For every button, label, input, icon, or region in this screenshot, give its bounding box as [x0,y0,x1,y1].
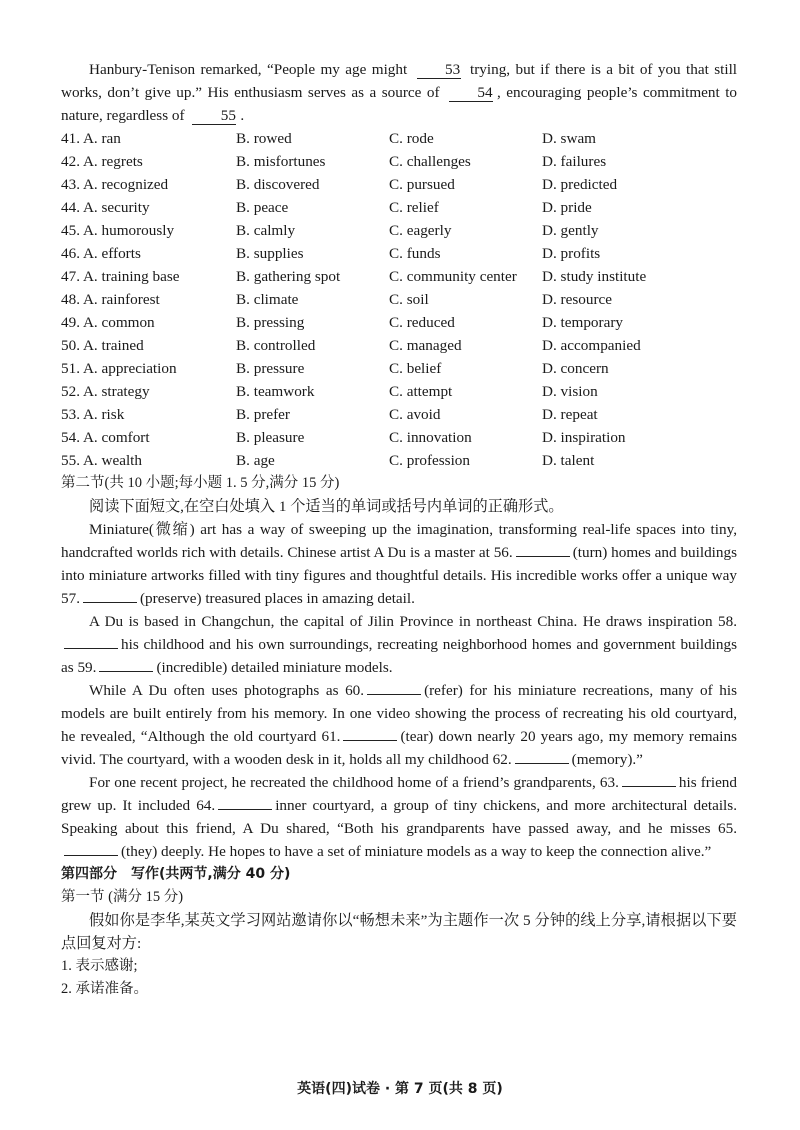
option-b: B. climate [236,291,299,308]
blank-65 [64,841,118,856]
option-c: C. challenges [389,153,471,170]
grammar-paragraph-3 [61,679,737,771]
passage-text: trying, but if there is a bit of you that still works, don’t give up.” His enthusiasm serves as a source of [61,61,738,101]
blank-63 [622,772,676,787]
option-a: 45. A. humorously [61,222,175,239]
writing-point-2: 2. 承诺准备。 [61,981,148,997]
option-b: B. rowed [236,130,292,147]
option-a: 46. A. efforts [61,245,141,262]
blank-58 [64,634,118,649]
option-c: C. managed [389,337,462,354]
section2-heading: 第二节(共 10 小题;每小题 1. 5 分,满分 15 分) [61,475,340,491]
passage-text: inner courtyard, a group of tiny chickens, and more architectural details. Speaking about this friend, A Du shared, “Both his grandparents have passed away, and he misses 65. [61,797,737,837]
passage-text: . [240,107,245,124]
option-d: D. accompanied [542,337,641,354]
option-b: B. pressing [236,314,305,331]
grammar-paragraph-1 [61,518,737,610]
passage-text: While A Du often uses photographs as 60. [89,682,365,699]
option-d: D. repeat [542,406,598,423]
option-row-49 [61,311,737,334]
blank-61 [343,726,397,741]
blank-59 [99,657,153,672]
option-a: 53. A. risk [61,406,125,423]
option-b: B. prefer [236,406,290,423]
option-b: B. controlled [236,337,316,354]
option-row-54 [61,426,737,449]
option-b: B. supplies [236,245,304,262]
option-a: 41. A. ran [61,130,121,147]
section2-instruction: 阅读下面短文,在空白处填入 1 个适当的单词或括号内单词的正确形式。 [89,498,564,515]
option-b: B. pleasure [236,429,305,446]
option-c: C. soil [389,291,429,308]
option-a: 52. A. strategy [61,383,150,400]
option-d: D. gently [542,222,599,239]
exam-page [61,58,737,1001]
option-d: D. predicted [542,176,618,193]
option-c: C. community center [389,268,517,285]
option-a: 50. A. trained [61,337,144,354]
passage-text: his childhood and his own surroundings, recreating neighborhood homes and government buildings as 59. [61,636,737,676]
option-d: D. pride [542,199,592,216]
option-a: 55. A. wealth [61,452,142,469]
option-b: B. pressure [236,360,305,377]
option-d: D. failures [542,153,607,170]
option-d: D. inspiration [542,429,626,446]
option-c: C. eagerly [389,222,452,239]
option-row-55 [61,449,737,472]
options-list [61,127,737,472]
option-b: B. misfortunes [236,153,326,170]
option-b: B. peace [236,199,289,216]
passage-text: (they) deeply. He hopes to have a set of miniature models as a way to keep the connection alive.” [121,843,712,860]
option-row-42 [61,150,737,173]
grammar-paragraph-2 [61,610,737,679]
passage-text: , encouraging people’s commitment to nature, regardless of [61,84,738,124]
option-c: C. innovation [389,429,472,446]
passage-text: (preserve) treasured places in amazing detail. [139,590,415,607]
passage-text: (refer) for his miniature recreations, many of his models are built entirely from his memory. In one video showing the process of recreating his old courtyard, he revealed, “Although the old courtyard 61. [61,682,738,745]
passage-text: (memory).” [571,751,643,768]
option-c: C. attempt [389,383,453,400]
option-d: D. resource [542,291,612,308]
option-a: 48. A. rainforest [61,291,160,308]
page-footer: 英语(四)试卷 · 第 7 页(共 8 页) [297,1081,503,1097]
option-c: C. avoid [389,406,441,423]
grammar-paragraph-4 [61,771,737,863]
passage-ending [61,58,737,127]
option-b: B. calmly [236,222,296,239]
option-row-46 [61,242,737,265]
option-row-44 [61,196,737,219]
passage-text: Miniature(微缩) art has a way of sweeping up the imagination, transforming real-life spaces into tiny, handcrafted worlds rich with details. Chinese artist A Du is a master at 56. [61,521,737,561]
option-row-52 [61,380,737,403]
option-d: D. swam [542,130,596,147]
option-b: B. age [236,452,275,469]
option-row-43 [61,173,737,196]
option-c: C. pursued [389,176,455,193]
option-row-53 [61,403,737,426]
option-c: C. rode [389,130,434,147]
option-row-48 [61,288,737,311]
option-d: D. temporary [542,314,623,331]
option-b: B. teamwork [236,383,315,400]
blank-57 [83,588,137,603]
option-d: D. vision [542,383,598,400]
option-a: 44. A. security [61,199,150,216]
passage-text: A Du is based in Changchun, the capital of Jilin Province in northeast China. He draws inspiration 58. [89,613,737,630]
option-a: 47. A. training base [61,268,180,285]
option-a: 42. A. regrets [61,153,143,170]
option-row-51 [61,357,737,380]
option-row-50 [61,334,737,357]
option-d: D. concern [542,360,609,377]
option-a: 49. A. common [61,314,155,331]
option-d: D. talent [542,452,595,469]
passage-text: Hanbury-Tenison remarked, “People my age might [89,61,408,78]
option-d: D. study institute [542,268,647,285]
blank-53: 53 [417,61,461,79]
blank-60 [367,680,421,695]
passage-text: (turn) homes and buildings into miniature artworks filled with tiny figures and thoughtful details. His incredible works offer a unique way 57. [61,544,737,607]
blank-55: 55 [192,107,236,125]
passage-text: For one recent project, he recreated the childhood home of a friend’s grandparents, 63. [89,774,619,791]
option-a: 51. A. appreciation [61,360,177,377]
option-c: C. belief [389,360,442,377]
option-c: C. relief [389,199,439,216]
option-b: B. gathering spot [236,268,341,285]
option-row-47 [61,265,737,288]
option-c: C. reduced [389,314,455,331]
writing-point-1: 1. 表示感谢; [61,958,138,974]
passage-text: (tear) down nearly 20 years ago, my memory remains vivid. The courtyard, with a wooden desk in it, holds all my childhood 62. [61,728,737,768]
part4-section1-heading: 第一节 (满分 15 分) [61,889,184,905]
option-d: D. profits [542,245,601,262]
option-a: 54. A. comfort [61,429,150,446]
blank-64 [218,795,272,810]
blank-54: 54 [449,84,493,102]
option-row-45 [61,219,737,242]
part4-heading: 第四部分 写作(共两节,满分 40 分) [61,866,291,882]
option-c: C. funds [389,245,441,262]
passage-text: (incredible) detailed miniature models. [156,659,393,676]
passage-text: his friend grew up. It included 64. [61,774,737,814]
option-row-41 [61,127,737,150]
option-c: C. profession [389,452,470,469]
writing-prompt: 假如你是李华,某英文学习网站邀请你以“畅想未来”为主题作一次 5 分钟的线上分享,请根据以下要点回复对方: [61,912,737,952]
blank-56 [516,542,570,557]
blank-62 [515,749,569,764]
option-a: 43. A. recognized [61,176,169,193]
option-b: B. discovered [236,176,320,193]
